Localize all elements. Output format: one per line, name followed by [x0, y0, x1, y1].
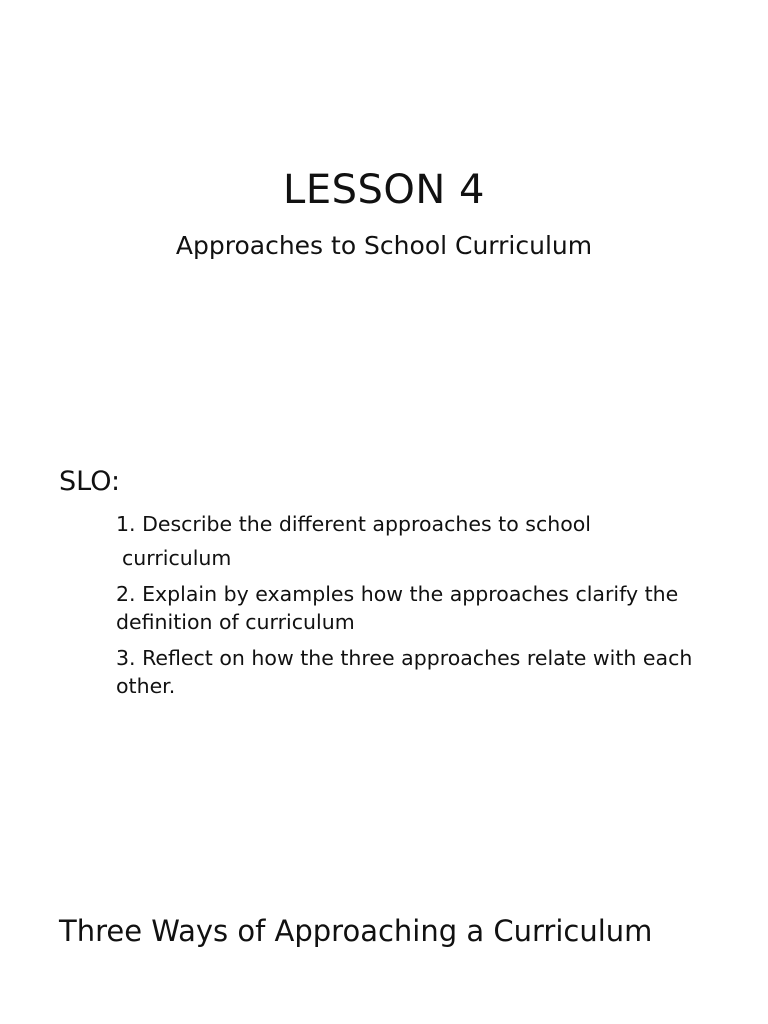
slo-item-3 [116, 644, 716, 700]
slo-item-1 [116, 510, 716, 572]
slo-item-1-text: 1. Describe the different approaches to school [116, 512, 591, 536]
three-ways-heading: Three Ways of Approaching a Curriculum [59, 914, 653, 948]
slo-item-2-text: 2. Explain by examples how the approaches clarify the definition of curriculum [116, 582, 679, 634]
slo-item-2 [116, 580, 716, 636]
slo-item-3-text: 3. Reflect on how the three approaches relate with each other. [116, 646, 693, 698]
slo-item-1-continuation: curriculum [122, 546, 232, 570]
lesson-title: LESSON 4 [283, 167, 485, 213]
slide-lesson-title [0, 0, 768, 412]
slo-list [116, 510, 716, 708]
slo-heading: SLO: [59, 466, 121, 497]
lesson-subtitle: Approaches to School Curriculum [175, 231, 593, 260]
slide-slo [0, 412, 768, 824]
slide-three-ways [0, 824, 768, 1024]
